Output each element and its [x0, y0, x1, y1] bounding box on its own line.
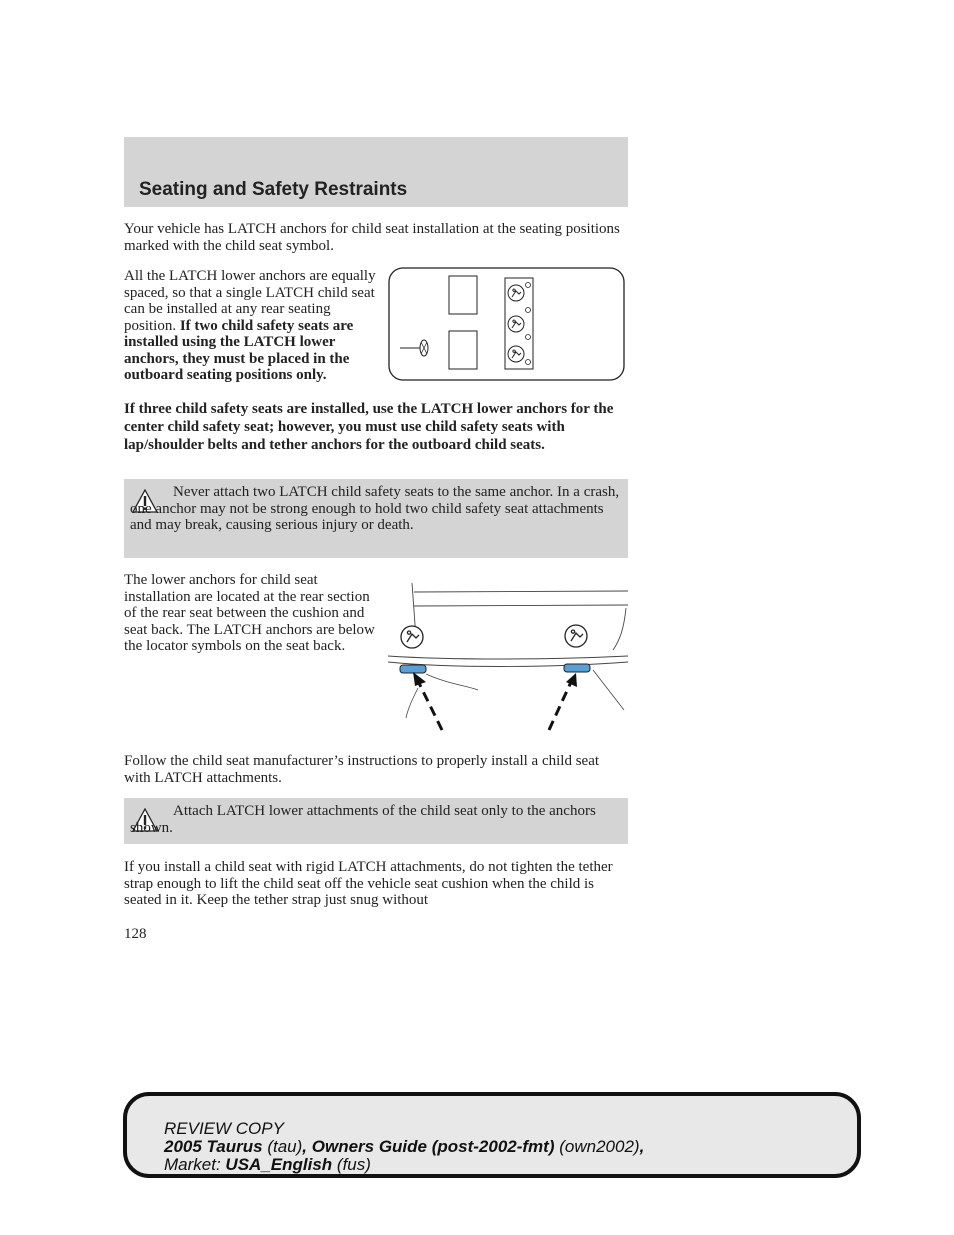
- anchor-location-illustration: [388, 578, 628, 733]
- follow-paragraph: Follow the child seat manufacturer’s instructions to properly install a child seat with LATCH attachments.: [124, 753, 600, 786]
- footer-model-code: (tau): [267, 1137, 303, 1156]
- footer-guide-code: (own2002): [559, 1137, 640, 1156]
- child-seat-symbol-icon: [565, 625, 587, 647]
- lower-anchors-paragraph: The lower anchors for child seat installation are located at the rear section of the rear seat between the cushion and seat back. The LATCH anchors are below the locator symbols on the seat back.: [124, 572, 375, 654]
- footer-comma: ,: [639, 1137, 645, 1156]
- footer-model: 2005 Taurus: [164, 1137, 263, 1156]
- warning-text-1: Never attach two LATCH child safety seats to the same anchor. In a crash, one anchor may not be strong enough to hold two child safety seat attachments and may break, causing serious injury or death.: [130, 484, 620, 533]
- child-seat-symbol-icon: [508, 316, 524, 332]
- seat-layout-diagram: [388, 267, 626, 382]
- footer-guide: , Owners Guide (post-2002-fmt): [302, 1137, 555, 1156]
- child-seat-symbol-icon: [508, 285, 524, 301]
- warning-box-1: [124, 479, 628, 558]
- latch-paragraph: [124, 268, 376, 384]
- page-title: Seating and Safety Restraints: [139, 179, 408, 200]
- footer-market-label: Market:: [164, 1155, 221, 1174]
- page-number: 128: [124, 926, 147, 942]
- latch-bold-paragraph: [124, 400, 624, 454]
- warning-box-2: [124, 798, 628, 844]
- footer-market-code: (fus): [336, 1155, 371, 1174]
- section-header: [124, 137, 628, 207]
- rigid-latch-paragraph: If you install a child seat with rigid LATCH attachments, do not tighten the tether strap enough to lift the child seat off the vehicle seat cushion when the child is seated in it. Keep the tether strap just snug without: [124, 859, 613, 908]
- warning-text-2: Attach LATCH lower attachments of the child seat only to the anchors shown.: [130, 803, 596, 836]
- latch-normal-text: All the LATCH lower anchors are equally spaced, so that a single LATCH child seat can be installed at any rear seating position.: [124, 268, 376, 334]
- footer-market: USA_English: [225, 1155, 333, 1174]
- intro-paragraph: Your vehicle has LATCH anchors for child seat installation at the seating positions marked with the child seat symbol.: [124, 221, 620, 254]
- latch-bold-text-2: If three child safety seats are installed, use the LATCH lower anchors for the center child safety seat; however, you must use child safety seats with lap/shoulder belts and tether anchors for the outboard child seats.: [124, 401, 614, 453]
- footer-review-copy: REVIEW COPY: [164, 1119, 284, 1138]
- review-copy-footer: [123, 1092, 861, 1178]
- footer-text: [164, 1120, 644, 1174]
- latch-bold-text-1: If two child safety seats are installed using the LATCH lower anchors, they must be placed in the outboard seating positions only.: [124, 317, 354, 383]
- child-seat-symbol-icon: [508, 346, 524, 362]
- child-seat-symbol-icon: [401, 626, 423, 648]
